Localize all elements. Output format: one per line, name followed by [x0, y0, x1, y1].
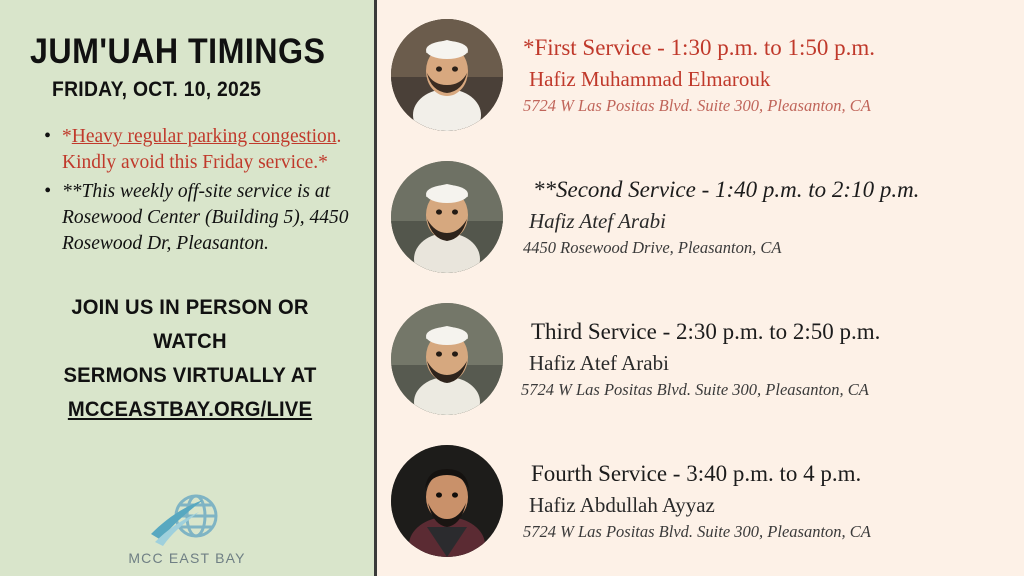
page-date: FRIDAY, OCT. 10, 2025	[52, 78, 262, 101]
call-to-action	[43, 291, 336, 427]
organization-logo	[0, 490, 374, 566]
list-item	[48, 179, 354, 256]
globe-swoosh-icon	[141, 490, 233, 548]
service-row	[391, 149, 1014, 285]
cta-line-2: SERMONS VIRTUALLY AT	[63, 362, 317, 387]
service-info	[521, 318, 1014, 401]
service-address: 5724 W Las Positas Blvd. Suite 300, Pleasanton, CA	[521, 379, 869, 399]
services-panel	[374, 0, 1024, 576]
livestream-link[interactable]: MCCEASTBAY.ORG/LIVE	[67, 396, 313, 421]
avatar	[391, 161, 503, 273]
service-speaker: Hafiz Muhammad Elmarouk	[529, 67, 771, 92]
avatar	[391, 303, 503, 415]
left-info-panel	[0, 0, 374, 576]
list-item	[48, 124, 354, 175]
service-row	[391, 433, 1014, 569]
service-speaker: Hafiz Atef Arabi	[529, 209, 666, 234]
service-info	[521, 34, 1014, 117]
notice-text: This weekly off-site service is at Rosewood Center (Building 5), 4450 Rosewood Dr, Pleasanton.	[62, 181, 349, 254]
avatar	[391, 19, 503, 131]
service-title: Fourth Service - 3:40 p.m. to 4 p.m.	[531, 460, 862, 486]
page-title: JUM'UAH TIMINGS	[30, 32, 326, 71]
service-address: 5724 W Las Positas Blvd. Suite 300, Pleasanton, CA	[523, 95, 871, 115]
notice-underlined-text: Heavy regular parking congestion	[71, 126, 337, 147]
service-speaker: Hafiz Atef Arabi	[529, 351, 669, 376]
notice-marker: *	[62, 126, 72, 147]
service-row	[391, 291, 1014, 427]
service-speaker: Hafiz Abdullah Ayyaz	[529, 493, 715, 518]
notice-marker: **	[62, 181, 82, 203]
service-address: 4450 Rosewood Drive, Pleasanton, CA	[523, 237, 782, 257]
service-info	[521, 176, 1014, 259]
logo-label: MCC EAST BAY	[128, 550, 246, 566]
notice-rest-text: . Kindly avoid this Friday service.*	[62, 126, 342, 173]
service-title: **Second Service - 1:40 p.m. to 2:10 p.m.	[533, 176, 920, 202]
service-title: Third Service - 2:30 p.m. to 2:50 p.m.	[531, 318, 881, 344]
notice-list	[26, 124, 354, 257]
avatar	[391, 445, 503, 557]
service-row	[391, 7, 1014, 143]
cta-line-1: JOIN US IN PERSON OR WATCH	[71, 294, 309, 353]
service-info	[521, 460, 1014, 543]
service-title: *First Service - 1:30 p.m. to 1:50 p.m.	[523, 34, 876, 60]
service-address: 5724 W Las Positas Blvd. Suite 300, Pleasanton, CA	[523, 521, 871, 541]
